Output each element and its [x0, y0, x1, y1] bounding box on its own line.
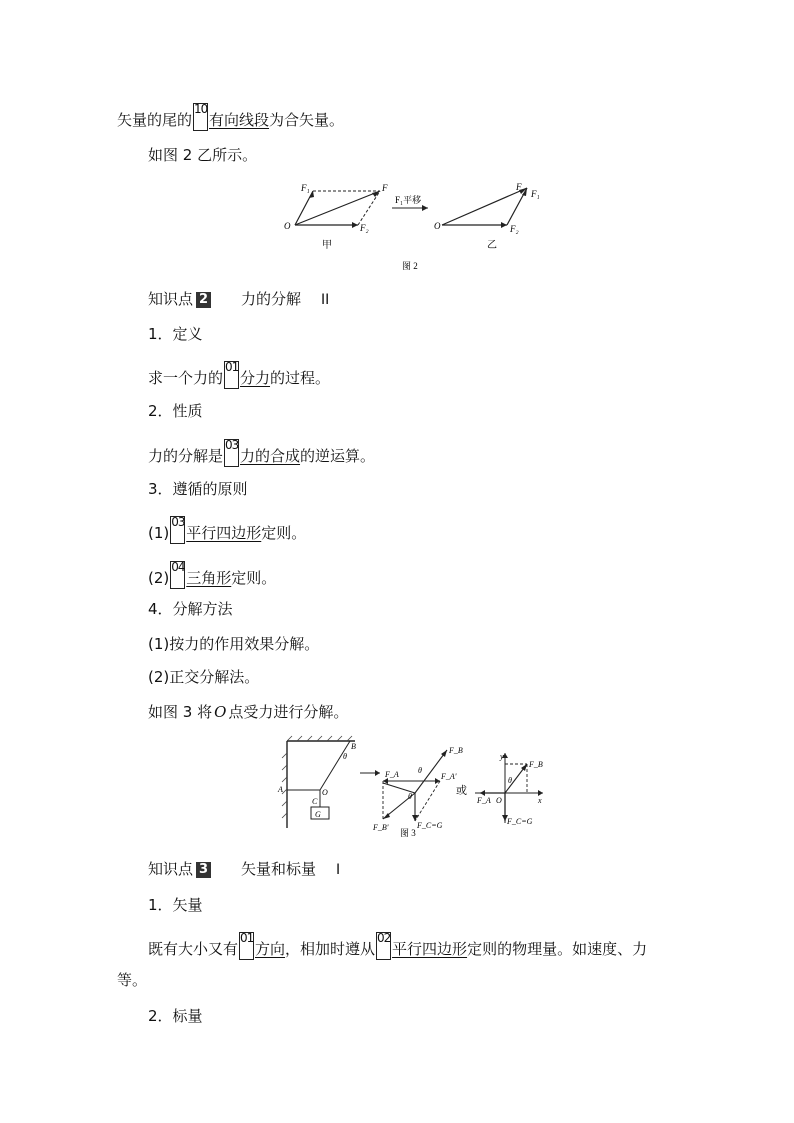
- heading-vector: 1．矢量: [148, 896, 203, 914]
- fig3-label-y: y: [500, 752, 504, 761]
- section-3-heading: 知识点 3 矢量和标量 I: [148, 860, 341, 878]
- fig2-label-f2: F₂: [510, 224, 519, 234]
- fig2-arrowhead: [372, 191, 380, 197]
- section-title: 矢量和标量: [241, 860, 317, 878]
- text-vector-cont: 等。: [117, 971, 148, 989]
- fig3-label-fb: F_B: [449, 746, 463, 755]
- fig2-label-o: O: [284, 221, 291, 231]
- fig2-label-f1: F₁: [301, 183, 310, 193]
- heading-rule: 3．遵循的原则: [148, 480, 248, 498]
- text-definition: 求一个力的 01 分力的过程。: [148, 360, 331, 387]
- figure-3: [275, 733, 560, 843]
- fig2-label-o: O: [434, 221, 441, 231]
- answer-text: 三角形: [186, 569, 232, 587]
- fig3-label-theta: θ: [508, 776, 512, 785]
- section-number-badge: 3: [196, 862, 211, 878]
- heading-definition: 1．定义: [148, 325, 203, 343]
- fig3-label-o: O: [496, 796, 502, 805]
- fig2-label-jia: 甲: [322, 240, 332, 251]
- fig3-label-fb-prime: F_B': [373, 823, 389, 832]
- fig2-caption: 图 2: [402, 261, 418, 271]
- text: 矢量的尾的: [117, 111, 193, 129]
- answer-text: 分力: [240, 369, 271, 387]
- answer-box: 01: [239, 932, 254, 960]
- text-method-2: (2)正交分解法。: [148, 668, 260, 686]
- answer-text: 平行四边形: [392, 940, 468, 958]
- answer-box: 04: [170, 561, 185, 589]
- text-line-1: [117, 103, 344, 131]
- text-rule-2: (2) 04 三角形定则。: [148, 560, 277, 587]
- fig3-label-fa: F_A: [477, 796, 491, 805]
- text-method-1: (1)按力的作用效果分解。: [148, 635, 320, 653]
- heading-nature: 2．性质: [148, 402, 203, 420]
- fig3-label-x: x: [538, 796, 542, 805]
- text: 为合矢量。: [269, 111, 345, 129]
- answer-text: 有向线段: [209, 111, 270, 129]
- fig3-label-a: A: [278, 785, 283, 794]
- fig2-vec-f-yi: [442, 188, 527, 225]
- fig3-label-b: B: [351, 742, 356, 751]
- answer-box: 10: [193, 103, 208, 131]
- fig3-label-g: G: [315, 810, 321, 819]
- fig2-dash-right: [358, 191, 380, 225]
- heading-scalar: 2．标量: [148, 1007, 203, 1025]
- fig3-label-fb: F_B: [529, 760, 543, 769]
- fig3-label-fa: F_A: [385, 770, 399, 779]
- answer-box: 03: [170, 516, 185, 544]
- answer-text: 平行四边形: [186, 524, 262, 542]
- fig3-label-fa-prime: F_A': [441, 772, 457, 781]
- answer-text: 力的合成: [240, 447, 301, 465]
- figure-2: [280, 178, 550, 273]
- fig2-arrowhead: [422, 205, 428, 211]
- section-title: 力的分解: [241, 290, 302, 308]
- fig3-caption: 图 3: [400, 828, 416, 838]
- text-line-2: 如图 2 乙所示。: [148, 146, 258, 164]
- fig2-arrowhead: [501, 222, 507, 228]
- text-nature: 力的分解是 03 力的合成的逆运算。: [148, 438, 376, 465]
- fig2-label-f1: F₁: [531, 189, 540, 199]
- fig3-rope-ob: [320, 741, 350, 790]
- heading-method: 4．分解方法: [148, 600, 233, 618]
- fig3-arrowhead: [435, 778, 440, 784]
- text-rule-1: (1) 03 平行四边形定则。: [148, 515, 307, 542]
- answer-box: 03: [224, 439, 239, 467]
- fig3-label-fc: F_C=G: [507, 817, 533, 826]
- fig3-label-theta: θ: [343, 752, 347, 761]
- answer-box: 02: [376, 932, 391, 960]
- fig2-label-f: F: [382, 183, 388, 193]
- fig2-shift-label: F₁平移: [395, 195, 422, 205]
- fig3-label-theta: θ: [408, 792, 412, 801]
- text-figure-3-intro: 如图 3 将 O 点受力进行分解。: [148, 703, 349, 721]
- fig3-dash: [415, 781, 440, 821]
- fig3-label-theta: θ: [418, 766, 422, 775]
- fig2-arrowhead: [309, 191, 314, 198]
- fig3-label-fc: F_C=G: [417, 821, 443, 830]
- fig2-arrowhead: [352, 222, 358, 228]
- fig3-label-or: 或: [456, 785, 467, 797]
- text-vector: 既有大小又有 01 方向，相加时遵从 02 平行四边形定则的物理量。如速度、力: [148, 931, 648, 958]
- level-mark: II: [321, 292, 330, 308]
- fig2-label-yi: 乙: [487, 240, 497, 251]
- fig3-label-c: C: [312, 797, 318, 806]
- fig3-arrowhead: [375, 770, 380, 776]
- fig3-label-o: O: [322, 788, 328, 797]
- level-mark: I: [336, 862, 341, 878]
- fig2-label-f: F: [516, 182, 522, 192]
- section-2-heading: 知识点 2 力的分解 II: [148, 290, 330, 308]
- answer-box: 01: [224, 361, 239, 389]
- section-number-badge: 2: [196, 292, 211, 308]
- fig2-vec-f: [295, 191, 380, 225]
- answer-text: 方向: [255, 940, 286, 958]
- fig2-label-f2: F₂: [360, 223, 369, 233]
